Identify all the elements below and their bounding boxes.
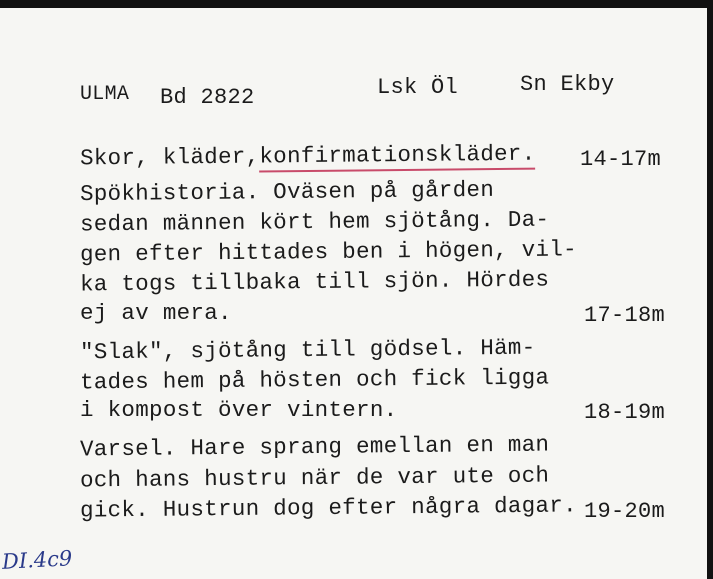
county-label: Lsk Öl xyxy=(377,75,459,100)
section-1-prefix: Skor, kläder, xyxy=(79,143,260,172)
section-4-line-1: Varsel. Hare sprang emellan en man xyxy=(79,431,550,463)
section-2-range: 17-18m xyxy=(584,303,666,328)
top-dark-edge xyxy=(0,0,713,8)
volume-number: Bd 2822 xyxy=(160,85,255,110)
section-3-line-2: tades hem på hösten och fick ligga xyxy=(79,364,550,396)
section-2-line-1: Spökhistoria. Oväsen på gården xyxy=(79,176,495,208)
archive-code: ULMA xyxy=(80,83,130,106)
section-2-line-3: gen efter hittades ben i högen, vil- xyxy=(79,236,578,268)
section-3-line-1: "Slak", sjötång till gödsel. Häm- xyxy=(79,334,536,366)
section-4-line-3: gick. Hustrun dog efter några dagar. xyxy=(79,492,578,524)
section-4-line-2: och hans hustru när de var ute och xyxy=(79,462,550,494)
section-1-underlined: konfirmationskläder. xyxy=(259,141,535,173)
section-3-line-3: i kompost över vintern. xyxy=(80,397,398,423)
section-2-line-2: sedan männen kört hem sjötång. Da- xyxy=(79,206,550,238)
section-1-range: 14-17m xyxy=(580,147,662,172)
section-4-range: 19-20m xyxy=(584,499,666,524)
section-3-range: 18-19m xyxy=(584,400,666,425)
handwritten-archive-note: DI.4c9 xyxy=(1,546,73,574)
parish-label: Sn Ekby xyxy=(520,72,615,97)
section-1-line-1 xyxy=(80,141,536,172)
section-2-line-5: ej av mera. xyxy=(80,300,232,326)
right-dark-edge xyxy=(707,0,713,579)
section-2-line-4: ka togs tillbaka till sjön. Hördes xyxy=(79,266,550,298)
